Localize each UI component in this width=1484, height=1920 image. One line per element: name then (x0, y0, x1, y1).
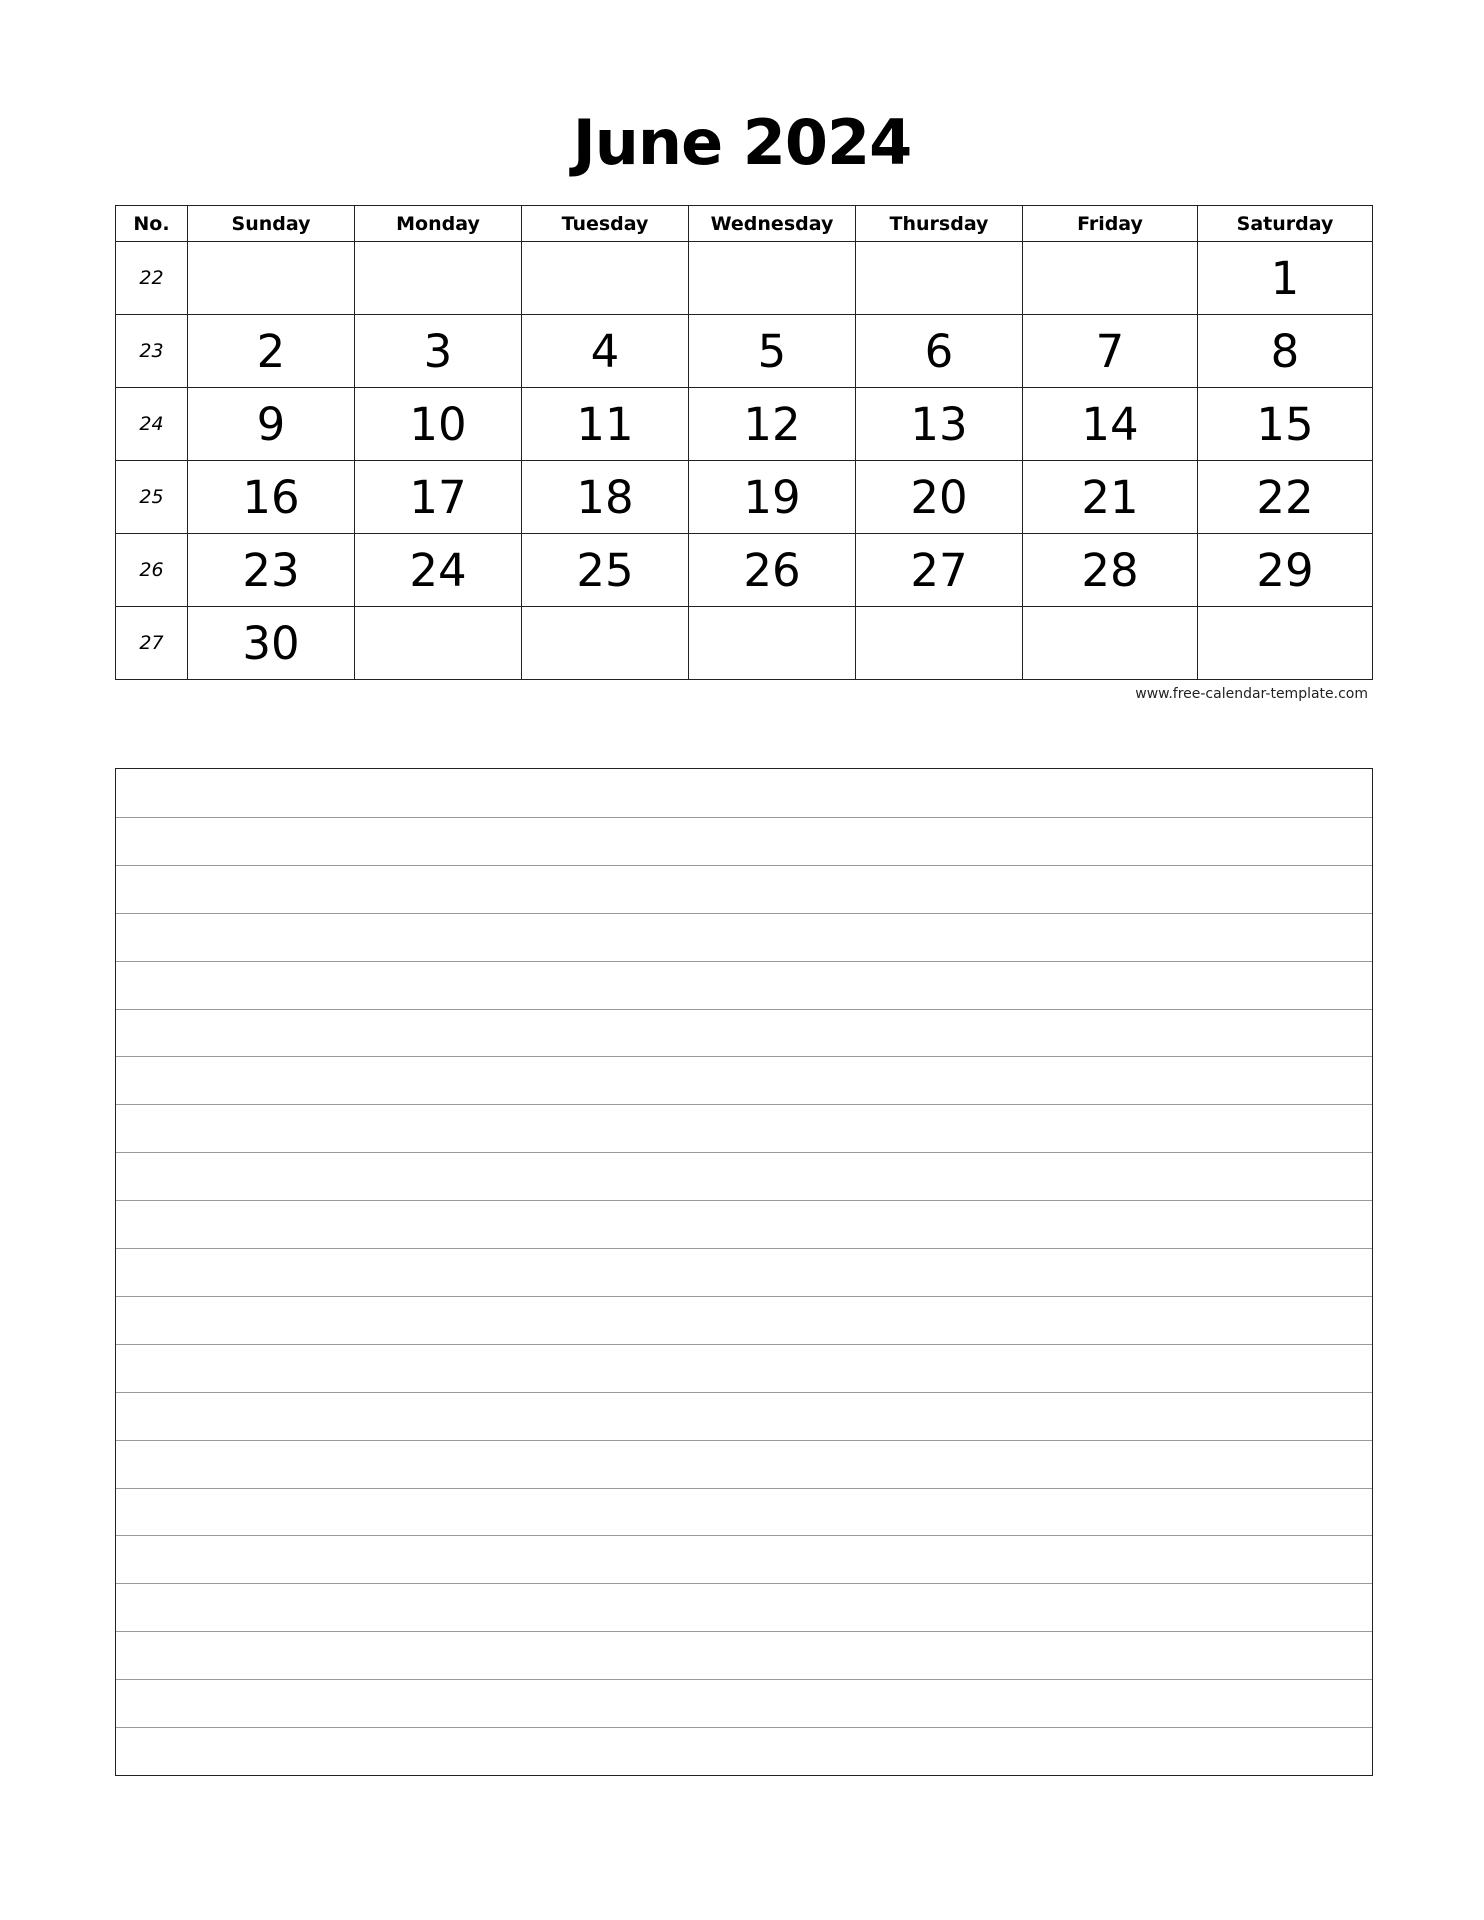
day-cell (1023, 607, 1198, 680)
day-cell: 3 (355, 315, 522, 388)
day-cell: 29 (1198, 534, 1373, 607)
note-line (116, 1296, 1372, 1297)
day-cell: 2 (188, 315, 355, 388)
note-line (116, 1631, 1372, 1632)
note-line (116, 1488, 1372, 1489)
note-line (116, 961, 1372, 962)
day-header-friday: Friday (1023, 206, 1198, 242)
week-row (116, 315, 1373, 388)
note-line (116, 1392, 1372, 1393)
source-credit: www.free-calendar-template.com (1135, 686, 1368, 702)
note-line (116, 1535, 1372, 1536)
week-row (116, 242, 1373, 315)
header-row (116, 206, 1373, 242)
day-cell: 8 (1198, 315, 1373, 388)
day-cell: 10 (355, 388, 522, 461)
day-cell: 11 (522, 388, 689, 461)
day-cell: 27 (856, 534, 1023, 607)
day-cell (1023, 242, 1198, 315)
day-header-wednesday: Wednesday (689, 206, 856, 242)
week-number: 24 (116, 388, 188, 461)
day-cell: 26 (689, 534, 856, 607)
day-cell: 30 (188, 607, 355, 680)
day-cell: 14 (1023, 388, 1198, 461)
note-line (116, 1200, 1372, 1201)
day-cell (689, 607, 856, 680)
day-cell: 24 (355, 534, 522, 607)
day-cell: 6 (856, 315, 1023, 388)
note-line (116, 1440, 1372, 1441)
calendar-grid (115, 205, 1373, 680)
note-line (116, 1056, 1372, 1057)
day-cell: 1 (1198, 242, 1373, 315)
day-cell: 16 (188, 461, 355, 534)
note-line (116, 865, 1372, 866)
day-cell: 4 (522, 315, 689, 388)
notes-area[interactable] (115, 768, 1373, 1776)
day-cell: 22 (1198, 461, 1373, 534)
day-cell (856, 242, 1023, 315)
note-line (116, 1152, 1372, 1153)
week-number: 23 (116, 315, 188, 388)
week-row (116, 607, 1373, 680)
day-cell: 25 (522, 534, 689, 607)
note-line (116, 1344, 1372, 1345)
page-title: June 2024 (572, 106, 912, 179)
week-row (116, 534, 1373, 607)
day-cell: 13 (856, 388, 1023, 461)
day-cell: 17 (355, 461, 522, 534)
day-cell (355, 242, 522, 315)
day-cell: 20 (856, 461, 1023, 534)
week-number: 25 (116, 461, 188, 534)
day-cell: 15 (1198, 388, 1373, 461)
week-number: 27 (116, 607, 188, 680)
day-header-tuesday: Tuesday (522, 206, 689, 242)
day-cell (522, 607, 689, 680)
day-cell: 21 (1023, 461, 1198, 534)
week-number-header: No. (116, 206, 188, 242)
day-cell: 28 (1023, 534, 1198, 607)
note-line (116, 817, 1372, 818)
note-line (116, 1727, 1372, 1728)
day-header-sunday: Sunday (188, 206, 355, 242)
note-line (116, 1009, 1372, 1010)
day-cell: 18 (522, 461, 689, 534)
day-cell: 5 (689, 315, 856, 388)
day-header-saturday: Saturday (1198, 206, 1373, 242)
note-line (116, 1104, 1372, 1105)
day-cell (355, 607, 522, 680)
day-cell: 12 (689, 388, 856, 461)
day-cell (188, 242, 355, 315)
week-row (116, 461, 1373, 534)
day-cell: 19 (689, 461, 856, 534)
note-line (116, 1679, 1372, 1680)
day-header-thursday: Thursday (856, 206, 1023, 242)
day-header-monday: Monday (355, 206, 522, 242)
week-number: 26 (116, 534, 188, 607)
week-row (116, 388, 1373, 461)
note-line (116, 1248, 1372, 1249)
day-cell (522, 242, 689, 315)
day-cell (856, 607, 1023, 680)
day-cell: 9 (188, 388, 355, 461)
note-line (116, 913, 1372, 914)
week-number: 22 (116, 242, 188, 315)
day-cell (689, 242, 856, 315)
day-cell: 7 (1023, 315, 1198, 388)
note-line (116, 1583, 1372, 1584)
day-cell (1198, 607, 1373, 680)
day-cell: 23 (188, 534, 355, 607)
